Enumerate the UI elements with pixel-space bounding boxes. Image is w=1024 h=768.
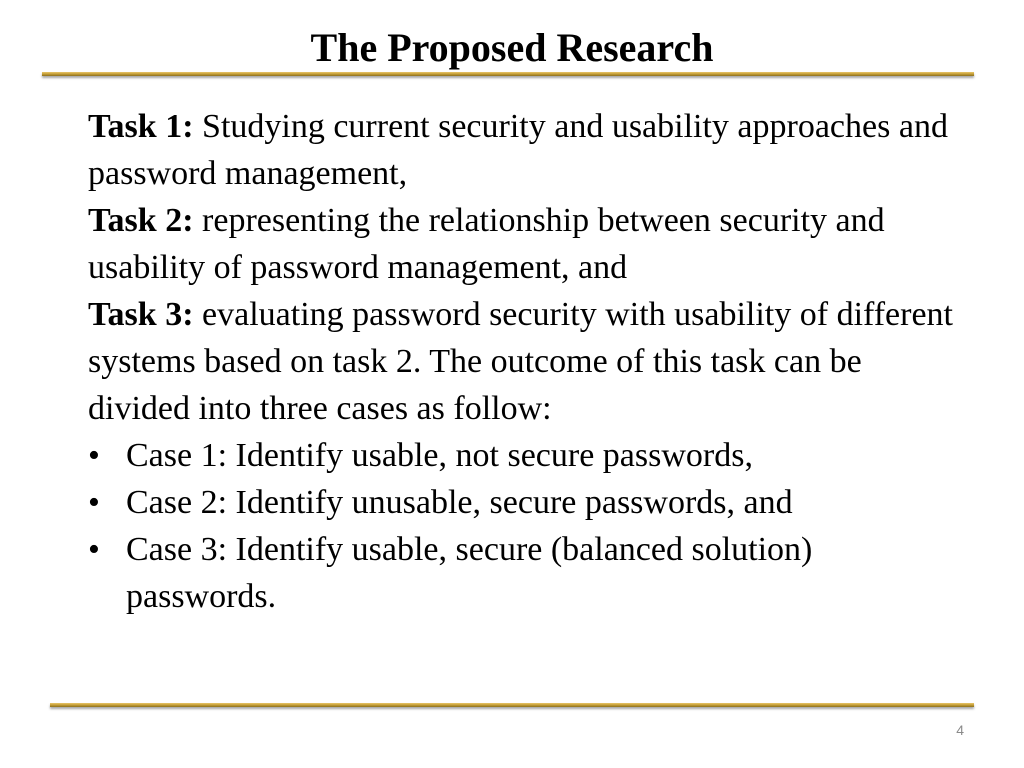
task-2 bbox=[88, 197, 968, 291]
task-3 bbox=[88, 291, 968, 432]
bullet-icon: • bbox=[88, 531, 100, 568]
task-2-text: representing the relationship between security and usability of password management, and bbox=[88, 202, 885, 286]
task-3-text: evaluating password security with usability of different systems based on task 2. The outcome of this task can be divided into three cases as follow: bbox=[88, 296, 954, 427]
top-divider bbox=[42, 72, 974, 76]
bottom-divider bbox=[50, 703, 974, 707]
task-2-label: Task 2: bbox=[88, 202, 194, 239]
case-list bbox=[88, 432, 968, 620]
slide-title: The Proposed Research bbox=[310, 25, 714, 70]
bullet-icon: • bbox=[88, 437, 100, 474]
case-item-2 bbox=[88, 479, 968, 526]
case-item-3 bbox=[88, 526, 968, 620]
task-3-label: Task 3: bbox=[88, 296, 194, 333]
task-1-text: Studying current security and usability approaches and password management, bbox=[88, 108, 948, 192]
case-3-text: Case 3: Identify usable, secure (balanced solution) passwords. bbox=[126, 531, 813, 615]
bullet-icon: • bbox=[88, 484, 100, 521]
task-1 bbox=[88, 103, 968, 197]
case-2-text: Case 2: Identify unusable, secure passwords, and bbox=[126, 484, 793, 521]
slide-body bbox=[88, 103, 968, 620]
case-1-text: Case 1: Identify usable, not secure passwords, bbox=[126, 437, 753, 474]
page-number: 4 bbox=[956, 722, 964, 738]
case-item-1 bbox=[88, 432, 968, 479]
task-1-label: Task 1: bbox=[88, 108, 194, 145]
